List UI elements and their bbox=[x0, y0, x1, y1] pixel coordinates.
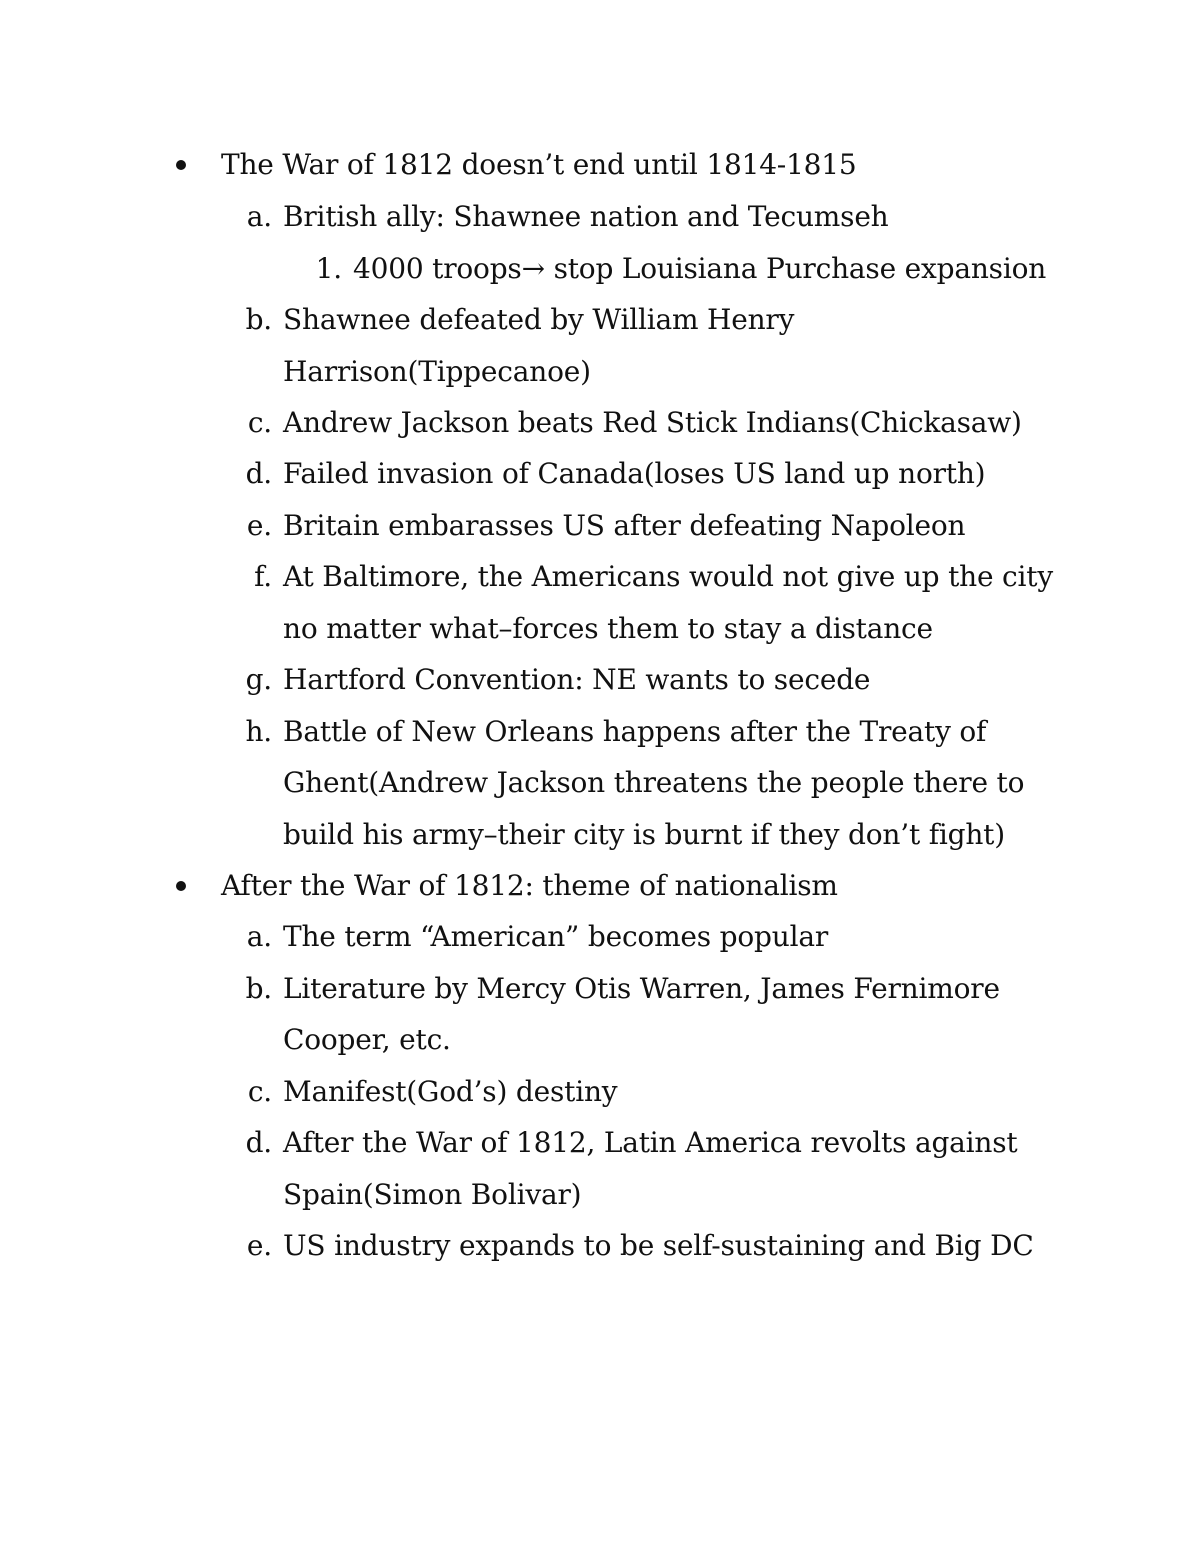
list-marker: c. bbox=[247, 406, 272, 439]
list-item-text: After the War of 1812, Latin America revolts against bbox=[283, 1126, 1018, 1159]
list-marker: e. bbox=[246, 509, 272, 542]
list-item-text: Cooper, etc. bbox=[283, 1023, 451, 1056]
list-item-text: build his army–their city is burnt if they don’t fight) bbox=[283, 818, 1005, 851]
list-marker: 1. bbox=[315, 252, 342, 285]
list-item-text: Britain embarasses US after defeating Napoleon bbox=[283, 509, 966, 542]
list-item-text: no matter what–forces them to stay a distance bbox=[283, 612, 933, 645]
list-item-text: Spain(Simon Bolivar) bbox=[283, 1178, 582, 1211]
bullet-text: The War of 1812 doesn’t end until 1814-1815 bbox=[221, 148, 857, 181]
list-item-text: Manifest(God’s) destiny bbox=[283, 1075, 618, 1108]
list-item-text: Harrison(Tippecanoe) bbox=[283, 355, 591, 388]
list-item-text: At Baltimore, the Americans would not give up the city bbox=[283, 560, 1053, 593]
list-item-text: The term “American” becomes popular bbox=[283, 920, 829, 953]
list-marker: e. bbox=[246, 1229, 272, 1262]
list-item-text: Andrew Jackson beats Red Stick Indians(Chickasaw) bbox=[283, 406, 1022, 439]
list-marker: b. bbox=[245, 972, 272, 1005]
list-marker: a. bbox=[246, 200, 272, 233]
list-marker: f. bbox=[254, 560, 272, 593]
list-item-text: Shawnee defeated by William Henry bbox=[283, 303, 795, 336]
list-marker: d. bbox=[245, 1126, 272, 1159]
list-item-text: US industry expands to be self-sustaining and Big DC bbox=[283, 1229, 1034, 1262]
list-marker: d. bbox=[245, 457, 272, 490]
bullet-text: After the War of 1812: theme of nationalism bbox=[221, 869, 838, 902]
list-item-text: Literature by Mercy Otis Warren, James Fernimore bbox=[283, 972, 1000, 1005]
list-item-text: Ghent(Andrew Jackson threatens the people there to bbox=[283, 766, 1025, 799]
list-item-text: 4000 troops→ stop Louisiana Purchase expansion bbox=[353, 252, 1047, 285]
list-marker: c. bbox=[247, 1075, 272, 1108]
bullet-dot-icon bbox=[176, 160, 186, 170]
list-marker: h. bbox=[245, 715, 272, 748]
list-item-text: Hartford Convention: NE wants to secede bbox=[283, 663, 871, 696]
list-item-text: Failed invasion of Canada(loses US land up north) bbox=[283, 457, 986, 490]
bullet-dot-icon bbox=[176, 881, 186, 891]
list-marker: a. bbox=[246, 920, 272, 953]
list-marker: b. bbox=[245, 303, 272, 336]
list-marker: g. bbox=[245, 663, 272, 696]
list-item-text: British ally: Shawnee nation and Tecumseh bbox=[283, 200, 889, 233]
list-item-text: Battle of New Orleans happens after the Treaty of bbox=[283, 715, 987, 748]
